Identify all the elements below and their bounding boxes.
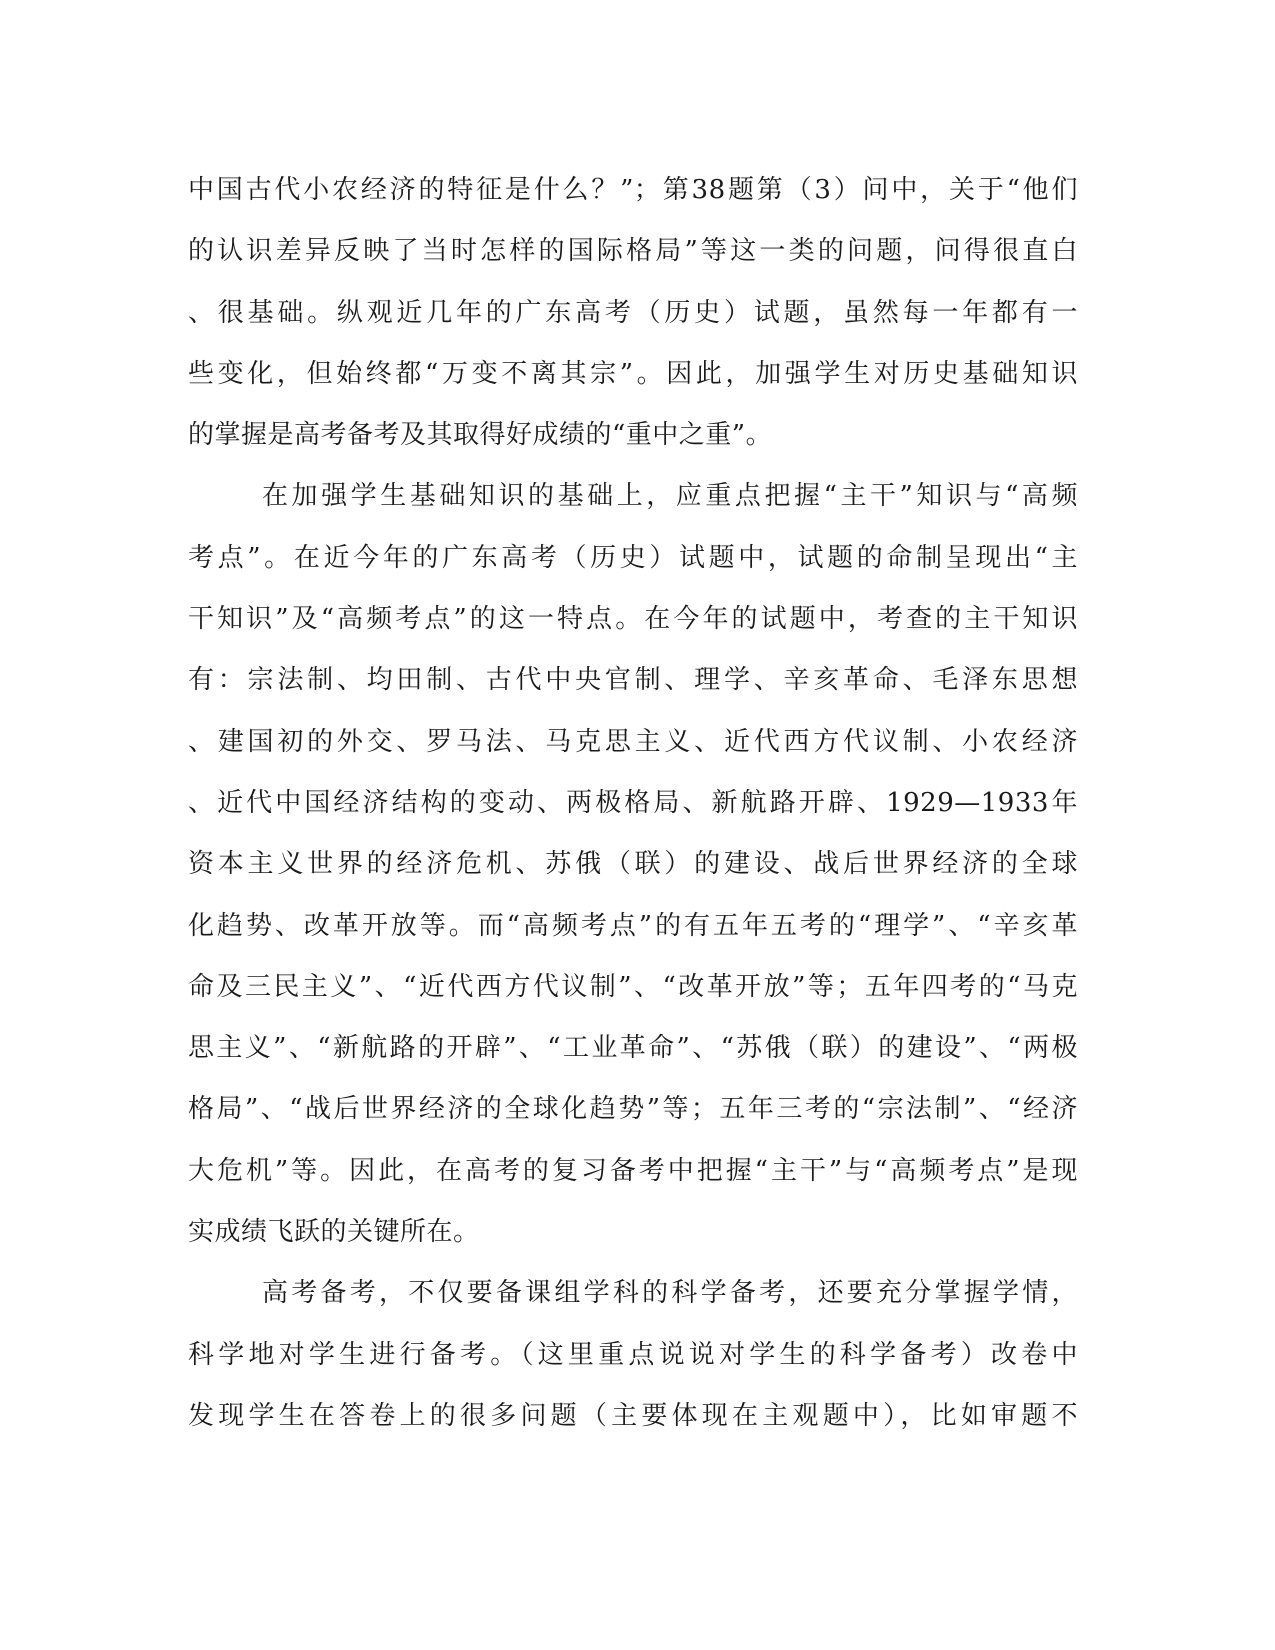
paragraph-line: 有：宗法制、均田制、古代中央官制、理学、辛亥革命、毛泽东思想 — [188, 665, 1078, 696]
paragraph-line: 的掌握是高考备考及其取得好成绩的“重中之重”。 — [188, 420, 773, 451]
paragraph-line: 资本主义世界的经济危机、苏俄（联）的建设、战后世界经济的全球 — [188, 849, 1078, 880]
paragraph-line: 发现学生在答卷上的很多问题（主要体现在主观题中），比如审题不 — [188, 1400, 1078, 1431]
paragraph-line: 在加强学生基础知识的基础上，应重点把握“主干”知识与“高频 — [262, 481, 1078, 512]
paragraph-line: 高考备考，不仅要备课组学科的科学备考，还要充分掌握学情， — [262, 1278, 1078, 1309]
paragraph-line: 中国古代小农经济的特征是什么？”；第38题第（3）问中，关于“他们 — [188, 175, 1078, 205]
paragraph-line: 、建国初的外交、罗马法、马克思主义、近代西方代议制、小农经济 — [188, 726, 1078, 757]
paragraph-1 — [188, 160, 1078, 466]
paragraph-3 — [188, 1263, 1078, 1447]
paragraph-line: 干知识”及“高频考点”的这一特点。在今年的试题中，考查的主干知识 — [188, 604, 1078, 635]
paragraph-line: 格局”、“战后世界经济的全球化趋势”等；五年三考的“宗法制”、“经济 — [188, 1094, 1078, 1125]
paragraph-line: 思主义”、“新航路的开辟”、“工业革命”、“苏俄（联）的建设”、“两极 — [188, 1033, 1078, 1064]
paragraph-line: 、很基础。纵观近几年的广东高考（历史）试题，虽然每一年都有一 — [188, 297, 1078, 328]
paragraph-line: 考点”。在近今年的广东高考（历史）试题中，试题的命制呈现出“主 — [188, 542, 1078, 573]
paragraph-line: 些变化，但始终都“万变不离其宗”。因此，加强学生对历史基础知识 — [188, 358, 1078, 389]
paragraph-line: 的认识差异反映了当时怎样的国际格局”等这一类的问题，问得很直白 — [188, 236, 1078, 267]
document-body — [188, 160, 1078, 1447]
paragraph-line: 大危机”等。因此，在高考的复习备考中把握“主干”与“高频考点”是现 — [188, 1155, 1078, 1186]
paragraph-line: 实成绩飞跃的关键所在。 — [188, 1217, 480, 1248]
paragraph-2 — [188, 466, 1078, 1263]
paragraph-line: 命及三民主义”、“近代西方代议制”、“改革开放”等；五年四考的“马克 — [188, 971, 1078, 1002]
paragraph-line: 科学地对学生进行备考。（这里重点说说对学生的科学备考）改卷中 — [188, 1339, 1078, 1370]
paragraph-line: 、近代中国经济结构的变动、两极格局、新航路开辟、1929—1933年 — [188, 787, 1078, 818]
paragraph-line: 化趋势、改革开放等。而“高频考点”的有五年五考的“理学”、“辛亥革 — [188, 910, 1078, 941]
